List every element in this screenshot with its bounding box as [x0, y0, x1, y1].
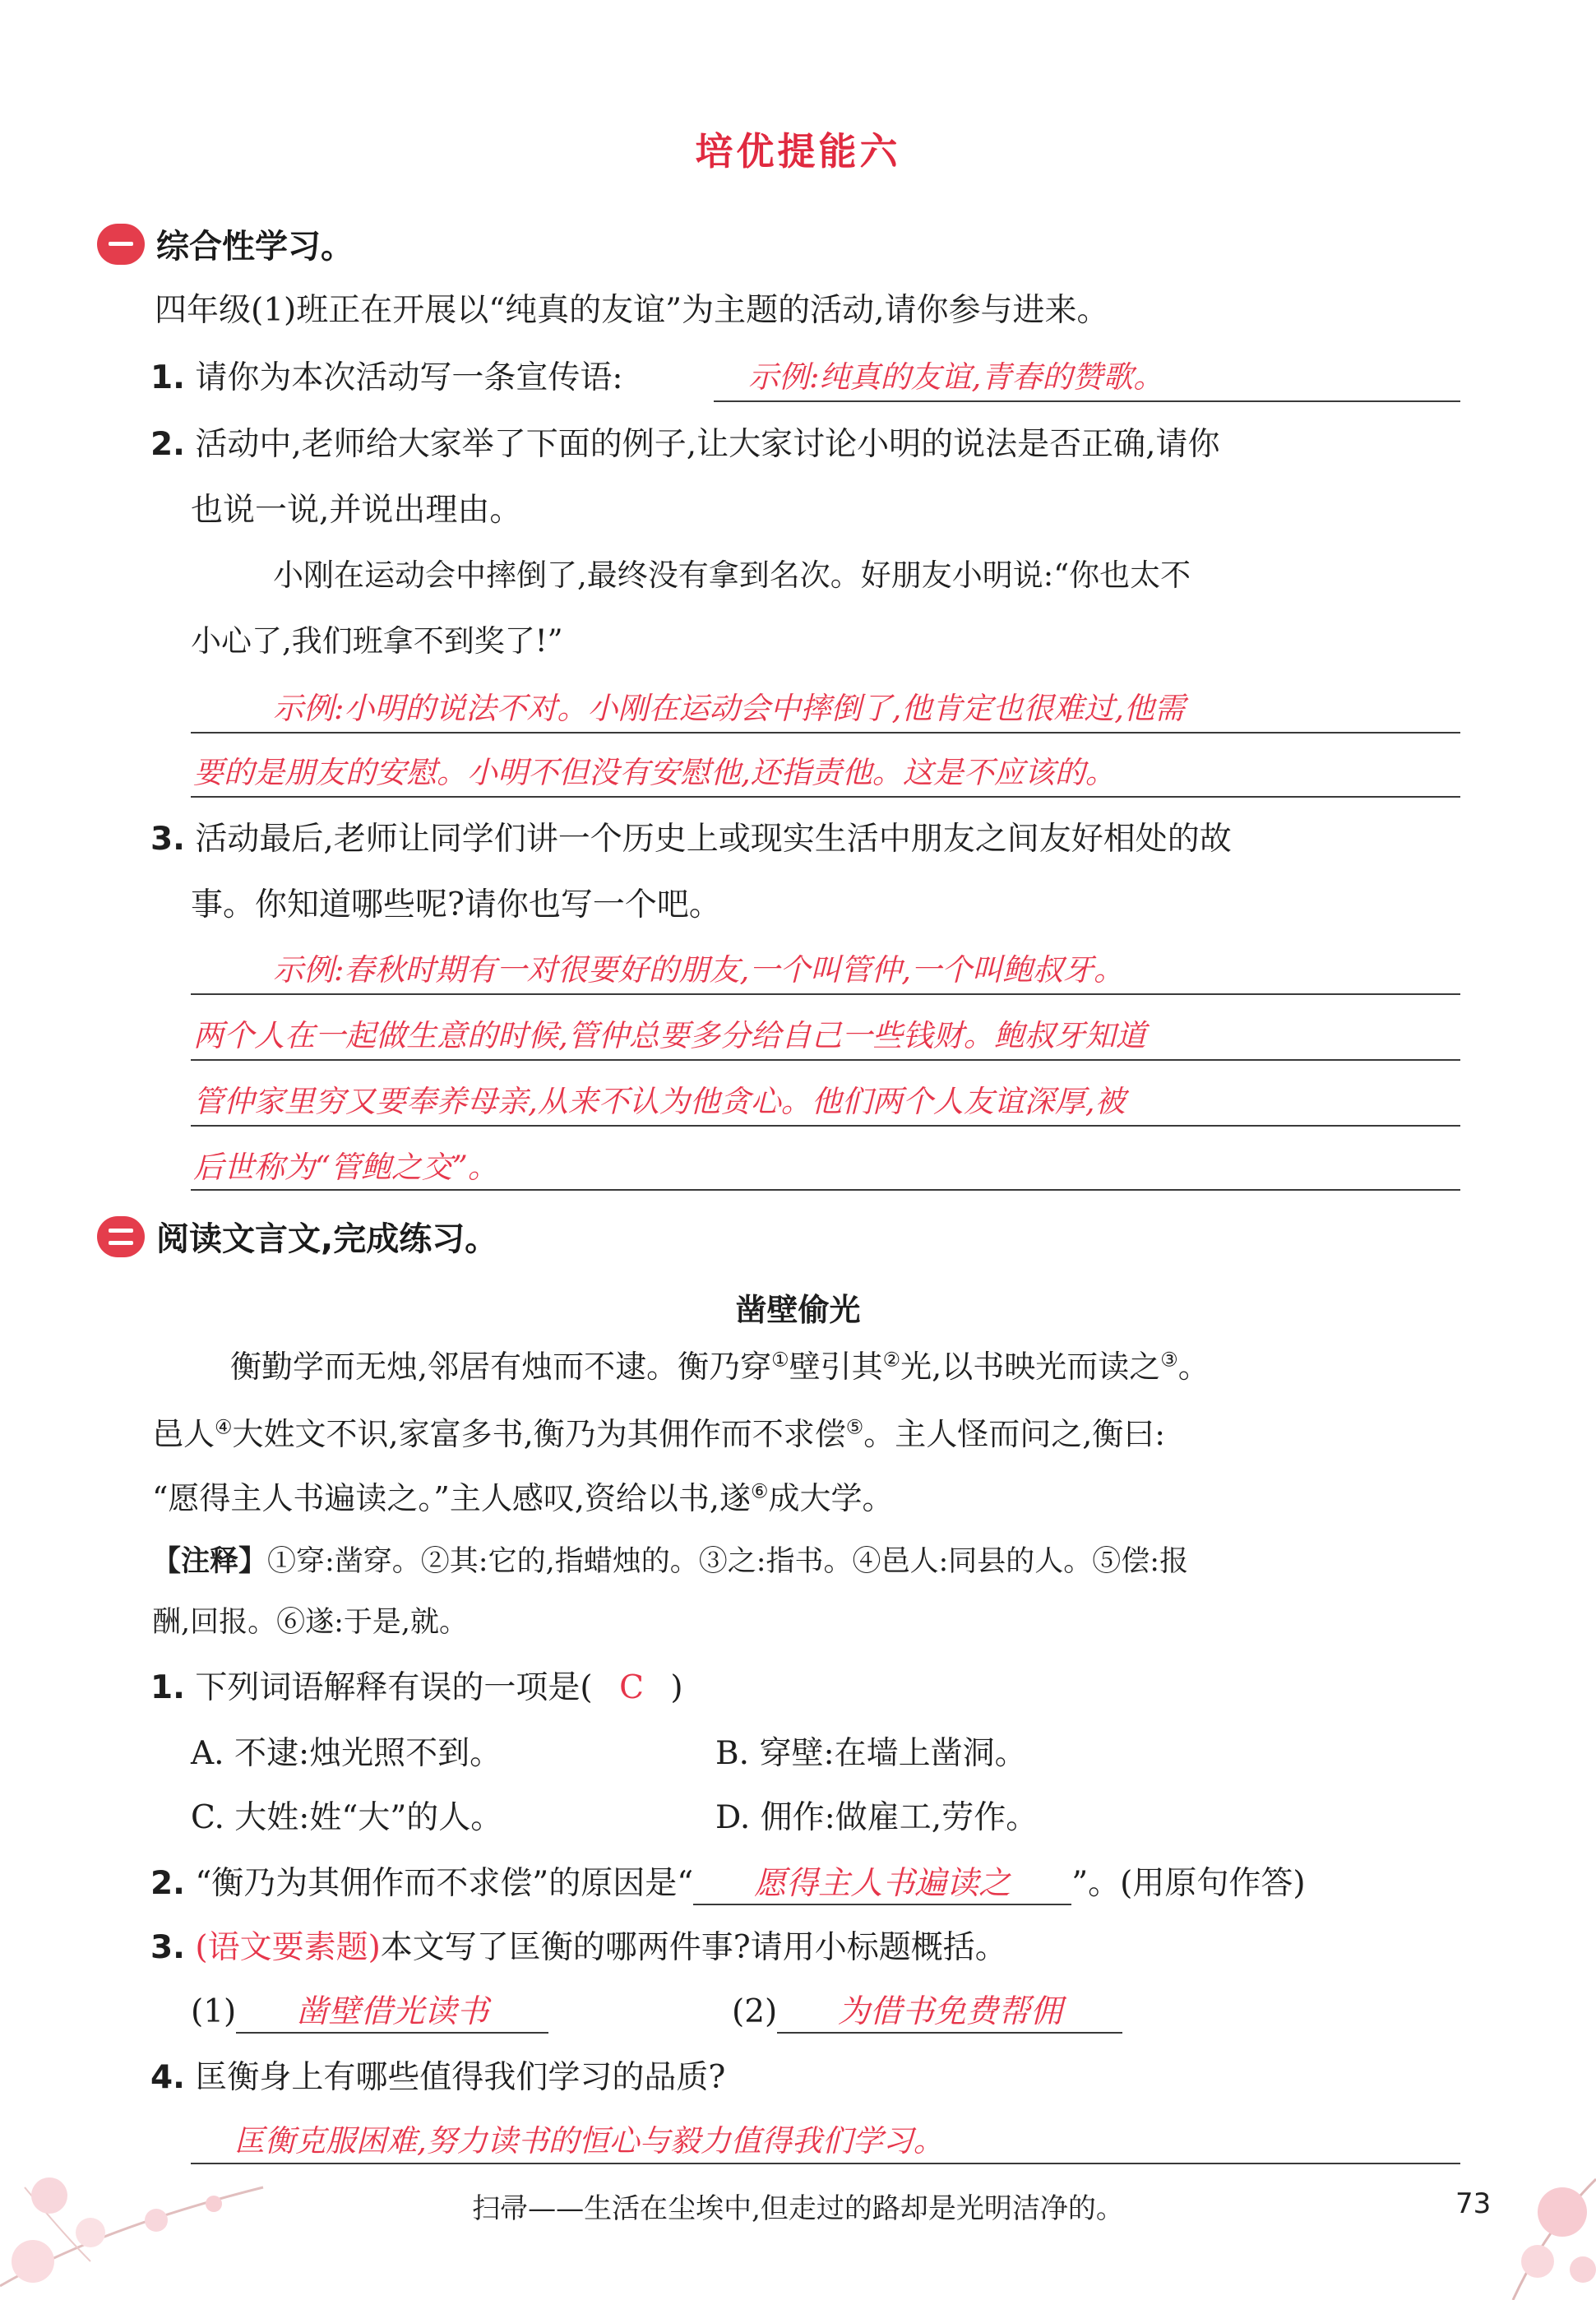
s2-q2 — [150, 1865, 1306, 1905]
section-1-intro: 四年级(1)班正在开展以“纯真的友谊”为主题的活动,请你参与进来。 — [155, 292, 1109, 329]
notes-line2: 酬,回报。⑥遂:于是,就。 — [152, 1606, 469, 1639]
s1-q2-text: 活动中,老师给大家举了下面的例子,让大家讨论小明的说法是否正确,请你 — [195, 426, 1220, 463]
s2-q3-part2-answer: 为借书免费帮佣 — [777, 1993, 1122, 2034]
story-title: 凿壁偷光 — [735, 1292, 861, 1328]
note-mark-4: ④ — [215, 1415, 233, 1439]
passage-1c: 光,以书映光而读之 — [900, 1349, 1161, 1385]
s1-q1-number: 1. — [150, 359, 185, 396]
s2-q2-text-before: “衡乃为其佣作而不求偿”的原因是“ — [195, 1865, 694, 1902]
s1-q2-number: 2. — [150, 426, 185, 463]
s2-q3-part1-label: (1) — [191, 1993, 237, 2030]
s1-q2-rule-1 — [191, 732, 1460, 734]
s2-q1-close: ) — [670, 1669, 683, 1706]
s1-q3-rule-1 — [191, 993, 1460, 995]
s2-q1 — [150, 1669, 683, 1708]
section-1-title: 综合性学习。 — [156, 228, 354, 266]
s2-q4-rule — [191, 2163, 1460, 2164]
s1-q2-line1 — [150, 426, 1220, 465]
s1-q3-line1 — [150, 821, 1232, 859]
s1-q1-text: 请你为本次活动写一条宣传语: — [195, 359, 623, 396]
footer-motto: 扫帚——生活在尘埃中,但走过的路却是光明洁净的。 — [472, 2192, 1124, 2225]
s1-q3-number: 3. — [150, 821, 185, 858]
passage-1b: 壁引其 — [789, 1349, 883, 1385]
s2-q4 — [150, 2059, 725, 2098]
s2-q4-text: 匡衡身上有哪些值得我们学习的品质? — [195, 2059, 726, 2096]
s2-q3-part1-answer: 凿壁借光读书 — [236, 1993, 548, 2034]
s2-q3-tag: (语文要素题) — [195, 1929, 381, 1966]
notes-label: 【注释】 — [152, 1544, 268, 1578]
s1-q3-rule-2 — [191, 1059, 1460, 1061]
note-mark-3: ③ — [1160, 1348, 1178, 1372]
section-2-badge-icon — [97, 1216, 145, 1257]
passage-3a: “愿得主人书遍读之。”主人感叹,资给以书,遂 — [152, 1480, 752, 1516]
passage-2c: 。主人怪而问之,衡曰: — [863, 1416, 1166, 1452]
passage-3b: 成大学。 — [768, 1480, 894, 1516]
s2-q1-option-d: D. 佣作:做雇工,劳作。 — [715, 1799, 1039, 1836]
note-mark-5: ⑤ — [845, 1415, 864, 1439]
passage-line2 — [152, 1416, 1165, 1454]
section-1-badge-icon — [97, 224, 145, 265]
s2-q4-answer: 匡衡克服困难,努力读书的恒心与毅力值得我们学习。 — [234, 2123, 944, 2159]
s1-q1-answer: 示例:纯真的友谊,青春的赞歌。 — [748, 359, 1164, 395]
notes-line1 — [152, 1544, 1188, 1579]
s1-q2-answer-line2: 要的是朋友的安慰。小明不但没有安慰他,还指责他。这是不应该的。 — [193, 755, 1116, 790]
s1-q2-example-line1: 小刚在运动会中摔倒了,最终没有拿到名次。好朋友小明说:“你也太不 — [273, 558, 1191, 593]
s2-q1-option-c: C. 大姓:姓“大”的人。 — [191, 1799, 503, 1836]
s1-q3-answer-line3: 管仲家里穷又要奉养母亲,从来不认为他贪心。他们两个人友谊深厚,被 — [193, 1084, 1126, 1119]
s2-q3-part1 — [191, 1993, 548, 2034]
s2-q3-part2 — [732, 1993, 1122, 2034]
passage-2b: 大姓文不识,家富多书,衡乃为其佣作而不求偿 — [232, 1416, 846, 1452]
s2-q3 — [150, 1929, 1007, 1968]
s1-q3-answer-line2: 两个人在一起做生意的时候,管仲总要多分给自己一些钱财。鲍叔牙知道 — [193, 1018, 1146, 1053]
s2-q2-number: 2. — [150, 1865, 185, 1902]
s1-q1 — [150, 359, 623, 398]
s2-q2-answer: 愿得主人书遍读之 — [693, 1865, 1071, 1905]
s1-q3-rule-4 — [191, 1189, 1460, 1191]
section-2-header — [97, 1213, 497, 1260]
notes-text: ①穿:凿穿。②其:它的,指蜡烛的。③之:指书。④邑人:同县的人。⑤偿:报 — [267, 1545, 1189, 1578]
note-mark-6: ⑥ — [751, 1479, 769, 1503]
s1-q3-answer-line4: 后世称为“管鲍之交”。 — [193, 1150, 498, 1185]
section-2-title: 阅读文言文,完成练习。 — [156, 1220, 498, 1258]
s1-q2-line2: 也说一说,并说出理由。 — [191, 492, 522, 529]
passage-line3 — [152, 1480, 894, 1518]
s1-q3-text: 活动最后,老师让同学们讲一个历史上或现实生活中朋友之间友好相处的故 — [195, 821, 1232, 858]
s2-q2-text-after: ”。(用原句作答) — [1071, 1865, 1306, 1902]
s2-q1-answer: C — [619, 1669, 644, 1706]
section-1-header — [97, 220, 354, 267]
s2-q1-option-b: B. 穿壁:在墙上凿洞。 — [715, 1735, 1027, 1772]
passage-2a: 邑人 — [152, 1416, 215, 1452]
s2-q3-part2-label: (2) — [732, 1993, 778, 2030]
page-title: 培优提能六 — [695, 129, 901, 174]
s1-q2-rule-2 — [191, 796, 1460, 798]
s1-q1-answer-line — [714, 400, 1460, 402]
s1-q3-answer-line1: 示例:春秋时期有一对很要好的朋友,一个叫管仲,一个叫鲍叔牙。 — [273, 952, 1124, 988]
passage-1a: 衡勤学而无烛,邻居有烛而不逮。衡乃穿 — [230, 1349, 772, 1385]
s1-q2-answer-line1: 示例:小明的说法不对。小刚在运动会中摔倒了,他肯定也很难过,他需 — [273, 691, 1185, 726]
s1-q2-example-line2: 小心了,我们班拿不到奖了!” — [191, 623, 563, 659]
s1-q3-rule-3 — [191, 1125, 1460, 1127]
passage-1d: 。 — [1177, 1349, 1210, 1385]
s2-q1-option-a: A. 不逮:烛光照不到。 — [191, 1735, 502, 1772]
s2-q3-number: 3. — [150, 1929, 185, 1966]
s2-q1-number: 1. — [150, 1669, 185, 1706]
note-mark-2: ② — [882, 1348, 901, 1372]
s2-q1-text: 下列词语解释有误的一项是( — [195, 1669, 593, 1706]
note-mark-1: ① — [771, 1348, 789, 1372]
s2-q4-number: 4. — [150, 2059, 185, 2096]
s2-q3-text: 本文写了匡衡的哪两件事?请用小标题概括。 — [380, 1929, 1007, 1966]
s1-q3-line2: 事。你知道哪些呢?请你也写一个吧。 — [191, 886, 721, 923]
passage-line1 — [230, 1349, 1210, 1386]
page-number: 73 — [1455, 2187, 1492, 2220]
blossom-branch-right-icon — [1464, 2154, 1596, 2300]
